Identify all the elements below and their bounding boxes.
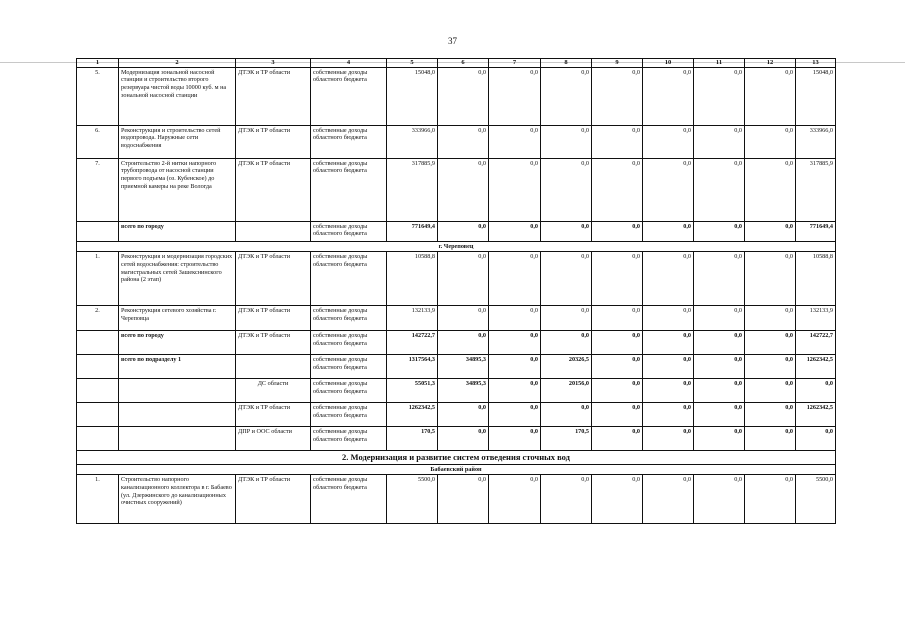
- value-cell: 317885,9: [796, 158, 836, 221]
- column-number-header-row: [77, 59, 836, 68]
- value-cell: 1317564,3: [387, 355, 438, 379]
- value-cell: 34895,3: [438, 379, 489, 403]
- value-cell: 0,0: [745, 379, 796, 403]
- table-row: [77, 252, 836, 306]
- executor: ДТЭК и ТР области: [236, 475, 311, 524]
- value-cell: 0,0: [541, 125, 592, 158]
- value-cell: 0,0: [745, 331, 796, 355]
- value-cell: 0,0: [643, 306, 694, 331]
- value-cell: 20156,0: [541, 379, 592, 403]
- value-cell: 0,0: [592, 403, 643, 427]
- row-number: [77, 427, 119, 451]
- value-cell: 10588,8: [387, 252, 438, 306]
- funding-source: собственные доходы областного бюджета: [311, 475, 387, 524]
- value-cell: 0,0: [592, 67, 643, 125]
- value-cell: 142722,7: [796, 331, 836, 355]
- header-cell: 8: [541, 59, 592, 68]
- total-row: [77, 403, 836, 427]
- value-cell: 170,5: [541, 427, 592, 451]
- executor: ДТЭК и ТР области: [236, 306, 311, 331]
- value-cell: 0,0: [489, 67, 541, 125]
- project-name: Модернизация зональной насосной станции и строительство второго резервуара чистой воды 10000 куб. м на зональной насосной станции: [119, 67, 236, 125]
- value-cell: 0,0: [643, 355, 694, 379]
- value-cell: 0,0: [592, 355, 643, 379]
- value-cell: 0,0: [643, 475, 694, 524]
- value-cell: 0,0: [489, 306, 541, 331]
- value-cell: 0,0: [541, 475, 592, 524]
- project-name: Реконструкция и модернизация городских сетей водоснабжения: строительство магистральных сетей Зашекснинского района (2 этап): [119, 252, 236, 306]
- funding-source: собственные доходы областного бюджета: [311, 427, 387, 451]
- header-cell: 11: [694, 59, 745, 68]
- value-cell: 5500,0: [387, 475, 438, 524]
- value-cell: 0,0: [745, 306, 796, 331]
- row-number: [77, 379, 119, 403]
- funding-source: собственные доходы областного бюджета: [311, 306, 387, 331]
- value-cell: 0,0: [541, 158, 592, 221]
- value-cell: 20326,5: [541, 355, 592, 379]
- project-name: Реконструкция и строительство сетей водопровода. Наружные сети водоснабжения: [119, 125, 236, 158]
- funding-source: собственные доходы областного бюджета: [311, 221, 387, 241]
- value-cell: 317885,9: [387, 158, 438, 221]
- funding-source: собственные доходы областного бюджета: [311, 67, 387, 125]
- value-cell: 771649,4: [796, 221, 836, 241]
- header-cell: 6: [438, 59, 489, 68]
- value-cell: 0,0: [489, 331, 541, 355]
- value-cell: 0,0: [438, 475, 489, 524]
- value-cell: 170,5: [387, 427, 438, 451]
- value-cell: 0,0: [643, 221, 694, 241]
- value-cell: 0,0: [541, 403, 592, 427]
- executor: ДПР и ООС области: [236, 427, 311, 451]
- value-cell: 0,0: [745, 158, 796, 221]
- project-name: Строительство 2-й нитки напорного трубопровода от насосной станции первого подъема (оз. Кубенское) до приемной камеры на реке Вологда: [119, 158, 236, 221]
- row-number: 1.: [77, 252, 119, 306]
- value-cell: 132133,9: [387, 306, 438, 331]
- value-cell: 0,0: [489, 475, 541, 524]
- value-cell: 0,0: [489, 158, 541, 221]
- value-cell: 0,0: [694, 403, 745, 427]
- value-cell: 0,0: [489, 403, 541, 427]
- header-cell: 12: [745, 59, 796, 68]
- value-cell: 0,0: [489, 125, 541, 158]
- value-cell: 0,0: [438, 306, 489, 331]
- value-cell: 0,0: [438, 125, 489, 158]
- value-cell: 0,0: [694, 331, 745, 355]
- value-cell: 0,0: [796, 379, 836, 403]
- value-cell: 15048,0: [796, 67, 836, 125]
- value-cell: 0,0: [489, 427, 541, 451]
- budget-table: [76, 58, 836, 524]
- value-cell: 0,0: [643, 427, 694, 451]
- row-number: 5.: [77, 67, 119, 125]
- value-cell: 0,0: [796, 427, 836, 451]
- value-cell: 0,0: [745, 427, 796, 451]
- value-cell: 0,0: [745, 355, 796, 379]
- value-cell: 0,0: [745, 67, 796, 125]
- value-cell: 0,0: [489, 221, 541, 241]
- value-cell: 0,0: [745, 403, 796, 427]
- funding-source: собственные доходы областного бюджета: [311, 403, 387, 427]
- total-label: [119, 379, 236, 403]
- header-cell: 2: [119, 59, 236, 68]
- district-row: [77, 241, 836, 252]
- executor: ДТЭК и ТР области: [236, 158, 311, 221]
- funding-source: собственные доходы областного бюджета: [311, 158, 387, 221]
- value-cell: 0,0: [745, 125, 796, 158]
- value-cell: 1262342,5: [387, 403, 438, 427]
- row-number: 2.: [77, 306, 119, 331]
- header-cell: 5: [387, 59, 438, 68]
- value-cell: 1262342,5: [796, 355, 836, 379]
- total-label: всего по подразделу 1: [119, 355, 236, 379]
- header-cell: 9: [592, 59, 643, 68]
- value-cell: 0,0: [541, 252, 592, 306]
- total-label: [119, 403, 236, 427]
- row-number: 1.: [77, 475, 119, 524]
- value-cell: 0,0: [592, 125, 643, 158]
- header-cell: 13: [796, 59, 836, 68]
- table-row: [77, 158, 836, 221]
- value-cell: 0,0: [643, 403, 694, 427]
- value-cell: 333966,0: [796, 125, 836, 158]
- value-cell: 0,0: [694, 475, 745, 524]
- value-cell: 0,0: [592, 379, 643, 403]
- total-row: [77, 355, 836, 379]
- executor: [236, 355, 311, 379]
- header-cell: 7: [489, 59, 541, 68]
- page-number: 37: [448, 36, 457, 46]
- table-row: [77, 306, 836, 331]
- value-cell: 0,0: [694, 379, 745, 403]
- value-cell: 1262342,5: [796, 403, 836, 427]
- executor: ДТЭК и ТР области: [236, 331, 311, 355]
- row-number: [77, 355, 119, 379]
- value-cell: 0,0: [438, 331, 489, 355]
- executor: ДТЭК и ТР области: [236, 252, 311, 306]
- value-cell: 0,0: [643, 331, 694, 355]
- value-cell: 0,0: [592, 475, 643, 524]
- district-heading: г. Череповец: [77, 241, 836, 252]
- value-cell: 0,0: [643, 125, 694, 158]
- value-cell: 333966,0: [387, 125, 438, 158]
- value-cell: 0,0: [694, 221, 745, 241]
- executor: ДТЭК и ТР области: [236, 67, 311, 125]
- value-cell: 34895,3: [438, 355, 489, 379]
- value-cell: 0,0: [541, 221, 592, 241]
- value-cell: 0,0: [541, 331, 592, 355]
- value-cell: 0,0: [592, 158, 643, 221]
- value-cell: 0,0: [643, 252, 694, 306]
- total-row: [77, 221, 836, 241]
- total-label: [119, 427, 236, 451]
- funding-source: собственные доходы областного бюджета: [311, 355, 387, 379]
- value-cell: 0,0: [489, 355, 541, 379]
- executor: ДТЭК и ТР области: [236, 125, 311, 158]
- header-cell: 10: [643, 59, 694, 68]
- table-row: [77, 475, 836, 524]
- value-cell: 0,0: [489, 252, 541, 306]
- value-cell: 0,0: [643, 158, 694, 221]
- section-row: [77, 451, 836, 464]
- value-cell: 0,0: [541, 306, 592, 331]
- value-cell: 0,0: [694, 427, 745, 451]
- value-cell: 0,0: [592, 427, 643, 451]
- district-heading: Бабаевский район: [77, 464, 836, 475]
- value-cell: 0,0: [489, 379, 541, 403]
- header-cell: 1: [77, 59, 119, 68]
- total-row: [77, 427, 836, 451]
- funding-source: собственные доходы областного бюджета: [311, 331, 387, 355]
- value-cell: 0,0: [745, 475, 796, 524]
- value-cell: 0,0: [592, 221, 643, 241]
- row-number: [77, 331, 119, 355]
- value-cell: 0,0: [643, 379, 694, 403]
- value-cell: 0,0: [694, 125, 745, 158]
- row-number: [77, 403, 119, 427]
- section-heading: 2. Модернизация и развитие систем отведения сточных вод: [77, 451, 836, 464]
- project-name: Строительство напорного канализационного коллектора в г. Бабаево (ул. Дзержинского до канализационных очистных сооружений): [119, 475, 236, 524]
- value-cell: 10588,8: [796, 252, 836, 306]
- row-number: 6.: [77, 125, 119, 158]
- total-row: [77, 379, 836, 403]
- value-cell: 132133,9: [796, 306, 836, 331]
- row-number: [77, 221, 119, 241]
- header-cell: 3: [236, 59, 311, 68]
- total-label: всего по городу: [119, 221, 236, 241]
- total-row: [77, 331, 836, 355]
- value-cell: 15048,0: [387, 67, 438, 125]
- funding-source: собственные доходы областного бюджета: [311, 379, 387, 403]
- value-cell: 0,0: [745, 221, 796, 241]
- value-cell: 0,0: [694, 355, 745, 379]
- value-cell: 0,0: [541, 67, 592, 125]
- value-cell: 55051,3: [387, 379, 438, 403]
- executor: ДТЭК и ТР области: [236, 403, 311, 427]
- total-label: всего по городу: [119, 331, 236, 355]
- header-cell: 4: [311, 59, 387, 68]
- funding-source: собственные доходы областного бюджета: [311, 125, 387, 158]
- district-row: [77, 464, 836, 475]
- funding-source: собственные доходы областного бюджета: [311, 252, 387, 306]
- executor: [236, 221, 311, 241]
- value-cell: 0,0: [438, 252, 489, 306]
- table-row: [77, 125, 836, 158]
- value-cell: 5500,0: [796, 475, 836, 524]
- project-name: Реконструкция сетевого хозяйства г. Череповца: [119, 306, 236, 331]
- value-cell: 0,0: [438, 67, 489, 125]
- value-cell: 0,0: [438, 403, 489, 427]
- value-cell: 0,0: [643, 67, 694, 125]
- value-cell: 0,0: [592, 252, 643, 306]
- value-cell: 0,0: [592, 331, 643, 355]
- value-cell: 0,0: [745, 252, 796, 306]
- value-cell: 142722,7: [387, 331, 438, 355]
- executor: ДС области: [236, 379, 311, 403]
- row-number: 7.: [77, 158, 119, 221]
- value-cell: 0,0: [694, 252, 745, 306]
- value-cell: 0,0: [438, 221, 489, 241]
- value-cell: 0,0: [694, 67, 745, 125]
- table-row: [77, 67, 836, 125]
- value-cell: 0,0: [694, 158, 745, 221]
- value-cell: 771649,4: [387, 221, 438, 241]
- value-cell: 0,0: [438, 158, 489, 221]
- value-cell: 0,0: [592, 306, 643, 331]
- value-cell: 0,0: [438, 427, 489, 451]
- value-cell: 0,0: [694, 306, 745, 331]
